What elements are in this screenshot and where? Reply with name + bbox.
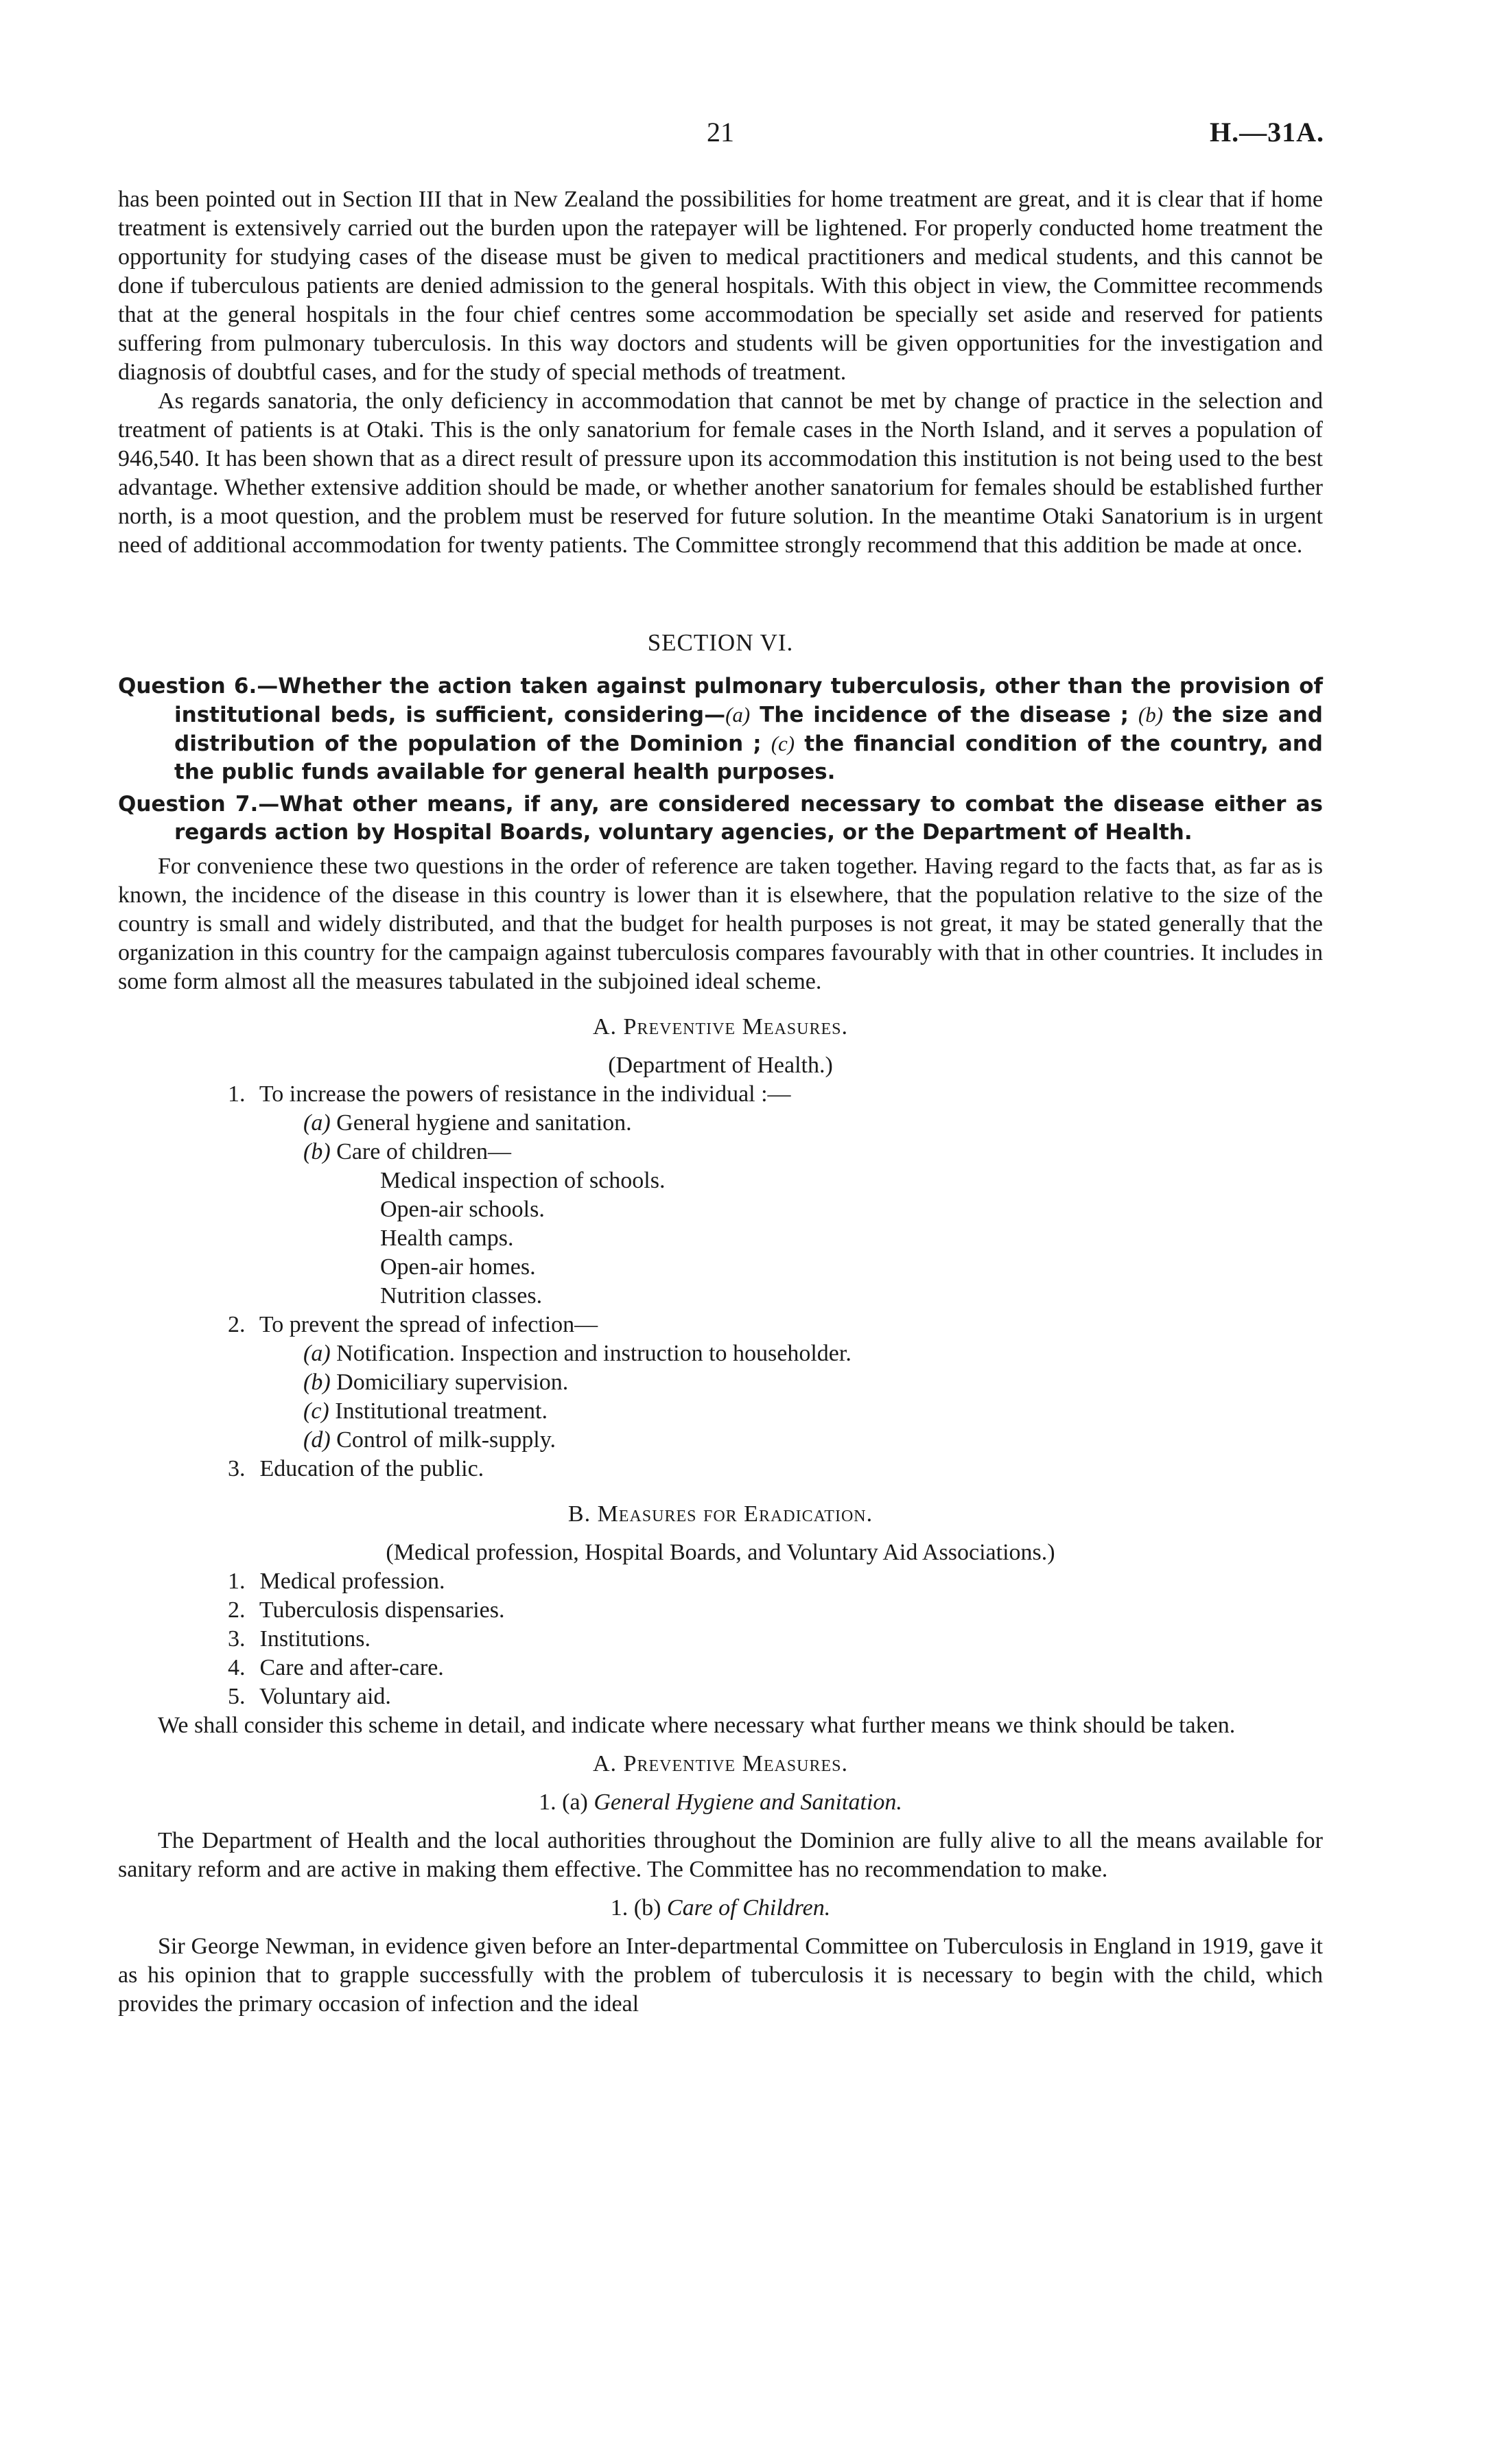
page-header bbox=[117, 118, 1324, 152]
paragraph-sanatoria: As regards sanatoria, the only deficiency in accommodation that cannot be met by change of practice in the selection and treatment of patients is at Otaki. This is the only sanatorium for female cases in the North Island, and it serves a population of 946,540. It has been shown that as a direct result of pressure upon its accommodation this institution is not being used to the best advantage. Whether extensive addition should be made, or whether another sanatorium for females should be established further north, is a moot question, and the problem must be reserved for future solution. In the meantime Otaki Sanatorium is in urgent need of additional accommodation for twenty patients. The Committee strongly recommend that this addition be made at once. bbox=[118, 388, 1323, 558]
question-7-label: Question 7. bbox=[118, 792, 259, 817]
paragraph-consider-scheme: We shall consider this scheme in detail, and indicate where necessary what further means we think should be taken. bbox=[158, 1713, 1236, 1738]
question-6-label: Question 6. bbox=[118, 674, 257, 699]
list-item: Open-air schools. bbox=[380, 1197, 545, 1222]
list-item: Medical inspection of schools. bbox=[380, 1168, 666, 1193]
scheme-a-item-2: 2. To prevent the spread of infection— bbox=[228, 1312, 598, 1337]
question-6: Question 6.—Whether the action taken against pulmonary tuberculosis, other than the provision of institutional beds, is sufficient, considering—(a) The incidence of the disease ; (b) the size and distribution of the population of the Dominion ; (c) the financial condition of the country, and the public funds available for general health purposes. bbox=[118, 674, 1323, 784]
list-item: 1. Medical profession. bbox=[228, 1569, 445, 1594]
heading-general-hygiene: 1. (a) General Hygiene and Sanitation. bbox=[539, 1790, 902, 1815]
list-item: Health camps. bbox=[380, 1225, 514, 1251]
paragraph-convenience: For convenience these two questions in the order of reference are taken together. Having regard to the facts that, as far as is known, the incidence of the disease in this country is lower than it is elsewhere, that the population relative to the size of the country is small and widely distributed, and that the budget for health purposes is not great, it may be stated generally that the organization in this country for the campaign against tuberculosis compares favourably with that in other countries. It includes in some form almost all the measures tabulated in the subjoined ideal scheme. bbox=[118, 854, 1323, 994]
list-item: 4. Care and after-care. bbox=[228, 1655, 444, 1680]
subheading-department-of-health: (Department of Health.) bbox=[608, 1053, 833, 1078]
list-item: 5. Voluntary aid. bbox=[228, 1684, 391, 1709]
list-item: 3. Institutions. bbox=[228, 1626, 371, 1652]
section-title: SECTION VI. bbox=[647, 629, 794, 656]
list-item: Nutrition classes. bbox=[380, 1283, 543, 1309]
list-item: (c) Institutional treatment. bbox=[303, 1398, 548, 1424]
page-body bbox=[118, 185, 1323, 2019]
scheme-a-item-1: 1. To increase the powers of resistance in the individual :— bbox=[228, 1081, 791, 1107]
list-item: 2. Tuberculosis dispensaries. bbox=[228, 1597, 505, 1623]
paragraph-newman: Sir George Newman, in evidence given before an Inter-departmental Committee on Tuberculosis in England in 1919, gave it as his opinion that to grapple successfully with the problem of tuberculosis it is necessary to begin with the child, which provides the primary occasion of infection and the ideal bbox=[118, 1934, 1323, 2017]
paragraph-hygiene: The Department of Health and the local authorities throughout the Dominion are fully alive to all the means available for sanitary reform and are active in making them effective. The Committee has no recommendation to make. bbox=[118, 1828, 1323, 1882]
scheme-a-item-1b: (b) Care of children— bbox=[303, 1139, 512, 1164]
scheme-a-item-3: 3. Education of the public. bbox=[228, 1456, 484, 1481]
subheading-eradication-bodies: (Medical profession, Hospital Boards, and Voluntary Aid Associations.) bbox=[386, 1540, 1055, 1565]
list-item: (d) Control of milk-supply. bbox=[303, 1427, 556, 1453]
question-7: Question 7.—What other means, if any, are considered necessary to combat the disease either as regards action by Hospital Boards, voluntary agencies, or the Department of Health. bbox=[118, 792, 1323, 845]
list-item: Open-air homes. bbox=[380, 1254, 536, 1280]
heading-measures-for-eradication: B. Measures for Eradication. bbox=[567, 1501, 873, 1527]
page-number: 21 bbox=[707, 117, 734, 148]
list-item: (b) Domiciliary supervision. bbox=[303, 1370, 569, 1395]
paragraph-home-treatment: has been pointed out in Section III that in New Zealand the possibilities for home treatment are great, and it is clear that if home treatment is extensively carried out the burden upon the ratepayer will be lightened. For properly conducted home treatment the opportunity for studying cases of the disease must be given to medical practitioners and medical students, and this cannot be done if tuberculous patients are denied admission to the general hospitals. With this object in view, the Committee recommends that at the general hospitals in the four chief centres some accommodation be specially set aside and reserved for patients suffering from pulmonary tuberculosis. In this way doctors and students will be given opportunities for the investigation and diagnosis of doubtful cases, and for the study of special methods of treatment. bbox=[118, 187, 1323, 385]
heading-care-of-children: 1. (b) Care of Children. bbox=[610, 1895, 831, 1921]
heading-preventive-measures: A. Preventive Measures. bbox=[592, 1014, 849, 1040]
document-reference: H.—31A. bbox=[1210, 117, 1324, 148]
list-item: (a) Notification. Inspection and instruction to householder. bbox=[303, 1341, 852, 1366]
heading-preventive-measures-2: A. Preventive Measures. bbox=[592, 1751, 849, 1776]
scheme-a-item-1a: (a) General hygiene and sanitation. bbox=[303, 1110, 632, 1136]
